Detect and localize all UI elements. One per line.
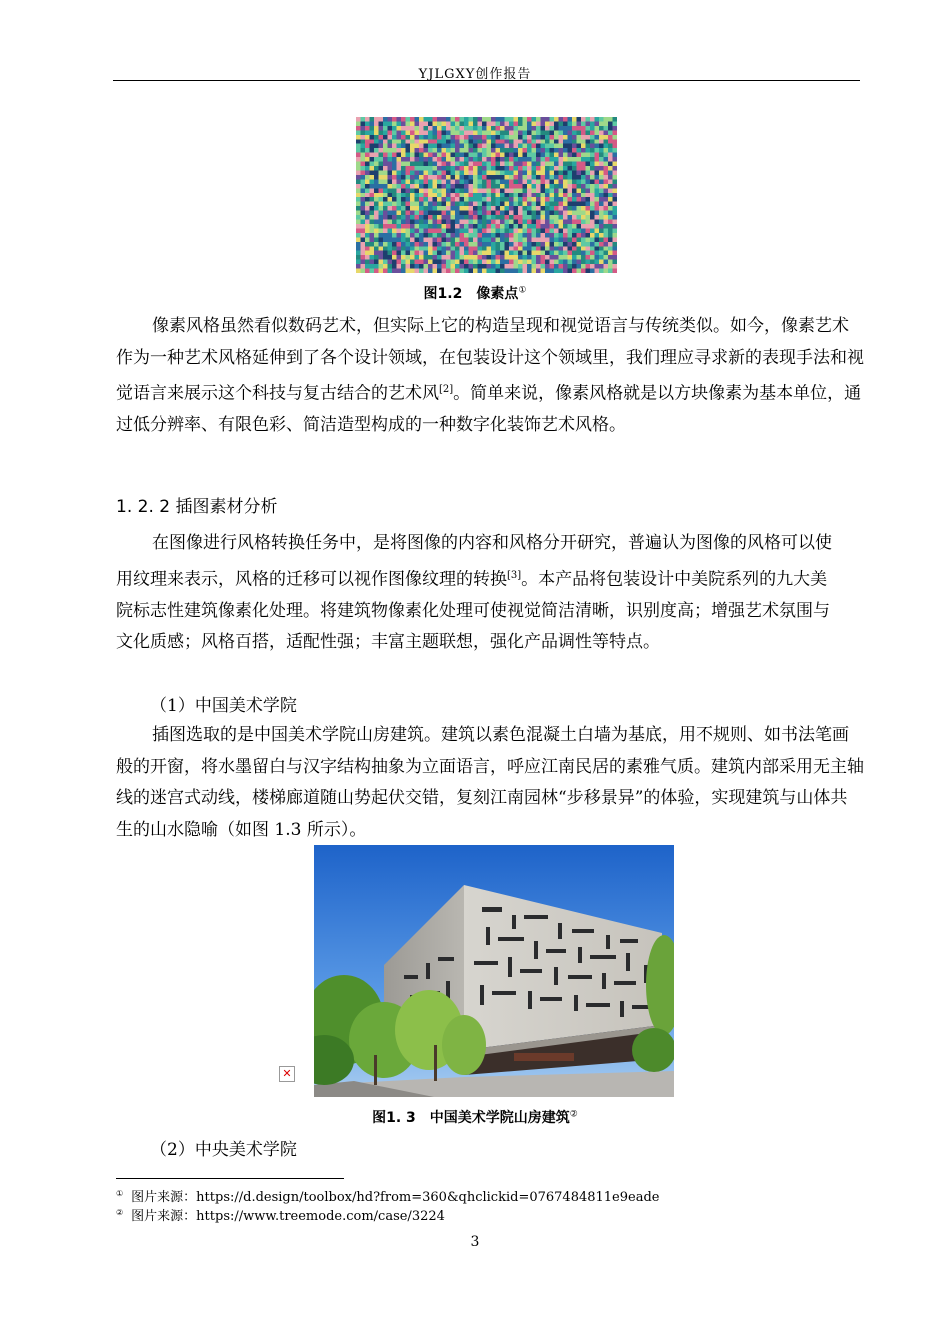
paragraph-2-text-b: 。本产品将包装设计中美院系列的九大美院标志性建筑像素化处理。将建筑物像素化处理可使视觉简洁清晰，识别度高；增强艺术氛围与文化质感；风格百搭，适配性强；丰富主题联想，强化产品调性等特点。: [116, 569, 830, 653]
footnote-2-mark: ②: [116, 1207, 124, 1217]
footnote-2: [116, 1205, 445, 1224]
figure-1-caption-text: 图1.2 像素点: [423, 286, 519, 302]
footnote-1-mark: ①: [116, 1188, 124, 1198]
figure-2-caption: [0, 1107, 950, 1127]
figure-1-note-mark: ①: [518, 285, 527, 296]
paragraph-style-transfer: [116, 528, 844, 659]
figure-2-note-mark: ②: [569, 1109, 578, 1120]
section-heading: 1. 2. 2 插图素材分析: [116, 497, 278, 517]
pixel-mosaic-image: [356, 117, 617, 273]
figure-2-caption-text: 图1. 3 中国美术学院山房建筑: [372, 1110, 570, 1126]
citation-2: [2]: [439, 384, 454, 395]
figure-1-caption: [0, 283, 950, 303]
broken-image-icon: ✕: [279, 1066, 295, 1082]
header-rule: [113, 80, 860, 81]
list-item-2-label: （2）中央美术学院: [150, 1140, 297, 1160]
academy-building-photo: [314, 845, 674, 1097]
citation-3: [3]: [507, 569, 522, 581]
footnote-separator: [116, 1178, 344, 1179]
paragraph-1-text-a: 像素风格虽然看似数码艺术，但实际上它的构造呈现和视觉语言与传统类似。如今，像素艺术作为一种艺术风格延伸到了各个设计领域，在包装设计这个领域里，我们理应寻求新的表现手法和视觉语言来展示这个科技与复古结合的艺术风: [116, 316, 864, 404]
footnote-1-text: 图片来源：https://d.design/toolbox/hd?from=360&qhclickid=0767484811e9eade: [131, 1190, 660, 1205]
page-number: 3: [470, 1234, 480, 1250]
paragraph-pixel-style: [116, 311, 864, 442]
running-header: YJLGXY创作报告: [418, 67, 532, 82]
paragraph-1-text-b: 。简单来说，像素风格就是以方块像素为基本单位，通过低分辨率、有限色彩、简洁造型构成的一种数字化装饰艺术风格。: [116, 383, 862, 436]
list-item-1-label: （1）中国美术学院: [150, 696, 297, 716]
paragraph-3-text: 插图选取的是中国美术学院山房建筑。建筑以素色混凝土白墙为基底，用不规则、如书法笔画般的开窗，将水墨留白与汉字结构抽象为立面语言，呼应江南民居的素雅气质。建筑内部采用无主轴线的迷宫式动线，楼梯廊道随山势起伏交错，复刻江南园林“步移景异”的体验，实现建筑与山体共生的山水隐喻（如图 1.3 所示）。: [116, 725, 864, 840]
paragraph-academy-building: [116, 720, 864, 846]
footnote-1: [116, 1186, 659, 1205]
paragraph-2-text-a: 在图像进行风格转换任务中，是将图像的内容和风格分开研究，普遍认为图像的风格可以使用纹理来表示，风格的迁移可以视作图像纹理的转换: [116, 533, 832, 590]
footnote-2-text: 图片来源：https://www.treemode.com/case/3224: [131, 1209, 445, 1224]
